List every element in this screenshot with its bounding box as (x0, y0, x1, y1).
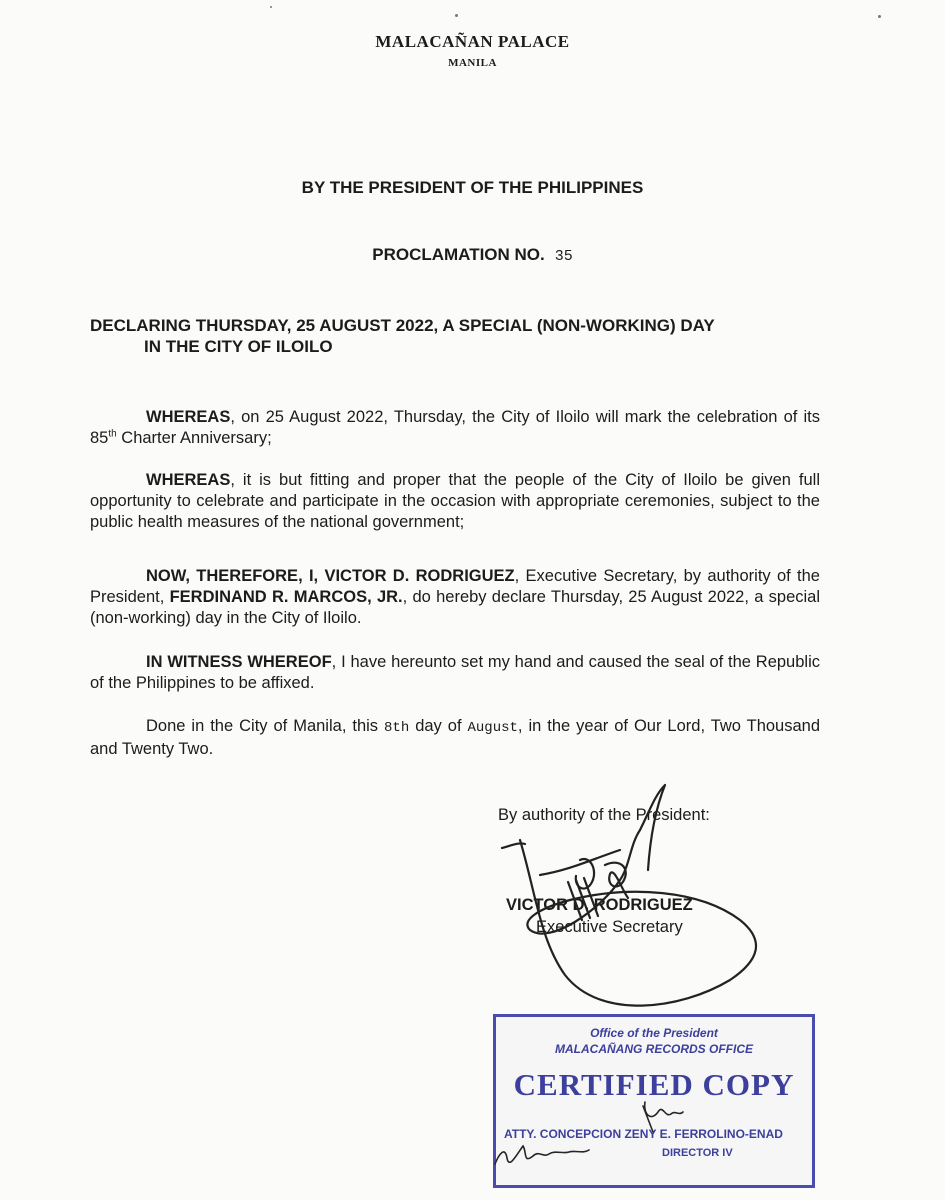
proclamation-label: PROCLAMATION NO. (372, 245, 545, 264)
stamp-records-office: MALACAÑANG RECORDS OFFICE (555, 1042, 753, 1056)
president-name: FERDINAND R. MARCOS, JR. (169, 588, 403, 606)
done-month: August (467, 720, 518, 736)
therefore-lead: NOW, THEREFORE, I, VICTOR D. RODRIGUEZ (146, 567, 515, 585)
done-text: day of (409, 717, 468, 735)
witness-text: , I have hereunto set my hand and caused the seal of the Republic of the Philippines to be affixed. (90, 653, 820, 692)
scan-speck (270, 6, 272, 8)
done-day: 8th (384, 720, 410, 736)
stamp-headline: CERTIFIED COPY (513, 1067, 795, 1102)
whereas-lead: WHEREAS (146, 408, 231, 426)
whereas-text: Charter Anniversary; (116, 429, 272, 447)
whereas-paragraph-2 (90, 470, 820, 533)
signature-label: By authority of the President: (498, 806, 710, 824)
palace-header: MALACAÑAN PALACE (375, 32, 570, 51)
stamp-officer: ATTY. CONCEPCION ZENY E. FERROLINO-ENAD (504, 1127, 783, 1141)
ordinal-suffix: th (108, 428, 117, 440)
whereas-text: , it is but fitting and proper that the people of the City of Iloilo be given full opportunity to celebrate and participate in the occasion with appropriate ceremonies, subject to the public health measures of the national government; (90, 471, 820, 531)
title-line-1: DECLARING THURSDAY, 25 AUGUST 2022, A SPECIAL (NON-WORKING) DAY (90, 316, 715, 335)
whereas-lead: WHEREAS (146, 471, 231, 489)
scan-speck (455, 14, 458, 17)
handwritten-signature (480, 770, 780, 1020)
title-line-2: IN THE CITY OF ILOILO (144, 337, 333, 356)
witness-paragraph (90, 652, 820, 694)
stamp-office: Office of the President (590, 1026, 718, 1040)
witness-lead: IN WITNESS WHEREOF (146, 653, 332, 671)
done-paragraph (90, 716, 820, 760)
therefore-text: , do hereby declare Thursday, 25 August 2022, a special (non-working) day in the City of Iloilo. (90, 588, 821, 627)
proclamation-number-value: 35 (554, 248, 573, 265)
byline: BY THE PRESIDENT OF THE PHILIPPINES (301, 178, 644, 197)
signatory-title: Executive Secretary (536, 918, 683, 936)
therefore-paragraph (90, 566, 820, 629)
whereas-text: , on 25 August 2022, Thursday, the City of Iloilo will mark the celebration of its 85 (90, 408, 820, 447)
stamp-position: DIRECTOR IV (662, 1147, 733, 1159)
done-text: , in the year of Our Lord, Two Thousand and Twenty Two. (90, 717, 821, 758)
signatory-name: VICTOR D. RODRIGUEZ (506, 896, 693, 914)
done-text: Done in the City of Manila, this (146, 717, 385, 735)
proclamation-title (90, 315, 830, 357)
stamp-initials-signature (493, 1014, 809, 1182)
proclamation-number (0, 245, 945, 265)
whereas-paragraph-1 (90, 407, 820, 449)
therefore-text: , Executive Secretary, by authority of the President, (90, 567, 820, 606)
scan-speck (878, 15, 881, 18)
city-header: MANILA (448, 57, 497, 69)
